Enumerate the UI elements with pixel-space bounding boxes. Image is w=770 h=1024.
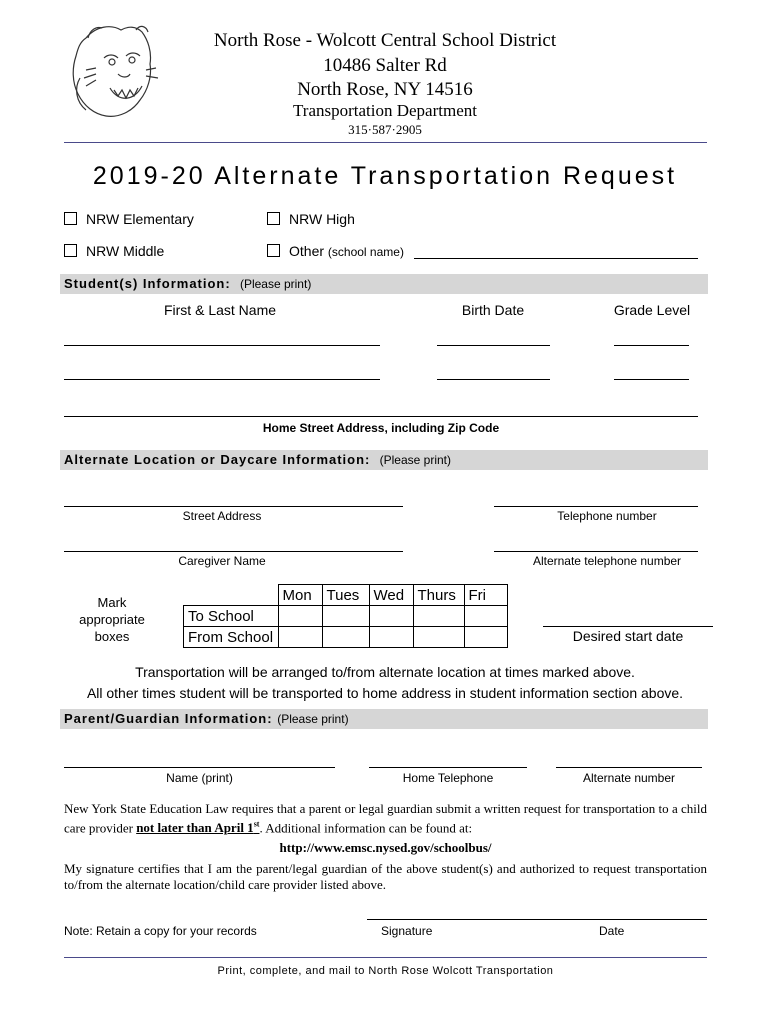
alt-phone-2-label: Alternate telephone number <box>532 554 682 568</box>
col-birth-date: Birth Date <box>461 302 525 318</box>
retain-copy-note: Note: Retain a copy for your records <box>64 924 257 938</box>
footer-divider <box>64 957 707 958</box>
day-header-mon: Mon <box>278 585 322 606</box>
student-2-name-line[interactable] <box>64 379 380 380</box>
nysed-url[interactable]: http://www.emsc.nysed.gov/schoolbus/ <box>279 840 492 855</box>
deadline-text: not later than April 1st <box>136 820 260 836</box>
form-title: 2019-20 Alternate Transportation Request <box>92 162 678 190</box>
student-section-header <box>60 274 708 294</box>
mark-label-line-3: boxes <box>94 629 130 644</box>
day-header-fri: Fri <box>464 585 507 606</box>
mark-label-line-2: appropriate <box>79 612 145 627</box>
alternate-number-line[interactable] <box>556 767 702 768</box>
caregiver-label: Caregiver Name <box>178 554 266 568</box>
department-name: Transportation Department <box>293 101 477 120</box>
start-date-line[interactable] <box>543 626 713 627</box>
day-header-tues: Tues <box>322 585 369 606</box>
label-nrw-middle: NRW Middle <box>86 243 165 259</box>
label-nrw-elementary: NRW Elementary <box>86 211 194 227</box>
parent-name-line[interactable] <box>64 767 335 768</box>
alt-street-line[interactable] <box>64 506 403 507</box>
mail-note: Print, complete, and mail to North Rose Wolcott Transportation <box>217 965 554 977</box>
to-school-fri-box[interactable] <box>464 606 507 627</box>
caregiver-line[interactable] <box>64 551 403 552</box>
student-2-grade-line[interactable] <box>614 379 689 380</box>
alternate-section-title: Alternate Location or Daycare Information: <box>64 452 371 467</box>
checkbox-nrw-elementary[interactable] <box>64 212 77 225</box>
signature-label: Signature <box>381 924 433 938</box>
col-first-last-name: First & Last Name <box>163 302 277 318</box>
day-header-thurs: Thurs <box>413 585 464 606</box>
parent-section-title: Parent/Guardian Information: <box>64 711 273 726</box>
student-1-name-line[interactable] <box>64 345 380 346</box>
mark-label-line-1: Mark <box>97 595 127 610</box>
home-address-line[interactable] <box>64 416 698 417</box>
student-1-birth-line[interactable] <box>437 345 550 346</box>
row-from-school: From School <box>184 627 279 648</box>
start-date-label: Desired start date <box>572 628 684 644</box>
mark-boxes-label <box>62 594 162 645</box>
from-school-thurs-box[interactable] <box>413 627 464 648</box>
day-header-wed: Wed <box>369 585 413 606</box>
schedule-table <box>183 584 508 648</box>
student-2-birth-line[interactable] <box>437 379 550 380</box>
other-school-name-line[interactable] <box>414 258 698 259</box>
alt-telephone-label: Telephone number <box>557 509 657 523</box>
to-school-mon-box[interactable] <box>278 606 322 627</box>
signature-date-line[interactable] <box>367 919 707 920</box>
checkbox-nrw-middle[interactable] <box>64 244 77 257</box>
label-other-school <box>289 243 404 259</box>
label-other-hint: (school name) <box>327 245 404 259</box>
from-school-wed-box[interactable] <box>369 627 413 648</box>
parent-section-note: (Please print) <box>277 712 349 726</box>
header-divider <box>64 142 707 143</box>
from-school-fri-box[interactable] <box>464 627 507 648</box>
student-section-title: Student(s) Information: <box>64 276 231 291</box>
certification-text: My signature certifies that I am the parent/legal guardian of the above student(s) and authorized to request transportation to/from the alternate location/child care provider listed above. <box>64 861 707 892</box>
to-school-tues-box[interactable] <box>322 606 369 627</box>
from-school-tues-box[interactable] <box>322 627 369 648</box>
label-nrw-high: NRW High <box>289 211 355 227</box>
alternate-section-note: (Please print) <box>379 453 451 467</box>
from-school-mon-box[interactable] <box>278 627 322 648</box>
alt-street-label: Street Address <box>182 509 262 523</box>
col-grade-level: Grade Level <box>613 302 691 318</box>
to-school-thurs-box[interactable] <box>413 606 464 627</box>
legal-requirement-text: New York State Education Law requires that a parent or legal guardian submit a written request for transportation to a child care provider not later than April 1st. Additional information can be found at: <box>64 801 707 836</box>
label-other: Other <box>289 243 325 259</box>
parent-section-header <box>60 709 708 729</box>
alternate-section-header <box>60 450 708 470</box>
checkbox-nrw-high[interactable] <box>267 212 280 225</box>
district-city: North Rose, NY 14516 <box>297 79 473 100</box>
checkbox-other-school[interactable] <box>267 244 280 257</box>
district-street: 10486 Salter Rd <box>323 55 447 76</box>
to-school-wed-box[interactable] <box>369 606 413 627</box>
student-1-grade-line[interactable] <box>614 345 689 346</box>
home-address-label: Home Street Address, including Zip Code <box>262 421 500 435</box>
alternate-number-label: Alternate number <box>582 771 676 785</box>
district-name: North Rose - Wolcott Central School District <box>213 30 557 51</box>
home-telephone-label: Home Telephone <box>402 771 494 785</box>
department-phone: 315·587·2905 <box>348 122 422 137</box>
date-label: Date <box>599 924 625 938</box>
notice-line-1: Transportation will be arranged to/from alternate location at times marked above. <box>135 664 635 680</box>
parent-name-label: Name (print) <box>166 771 233 785</box>
notice-line-2: All other times student will be transported to home address in student information section above. <box>86 685 684 701</box>
alt-telephone-line[interactable] <box>494 506 698 507</box>
home-telephone-line[interactable] <box>369 767 527 768</box>
row-to-school: To School <box>184 606 279 627</box>
alt-phone-2-line[interactable] <box>494 551 698 552</box>
student-section-note: (Please print) <box>239 277 312 291</box>
